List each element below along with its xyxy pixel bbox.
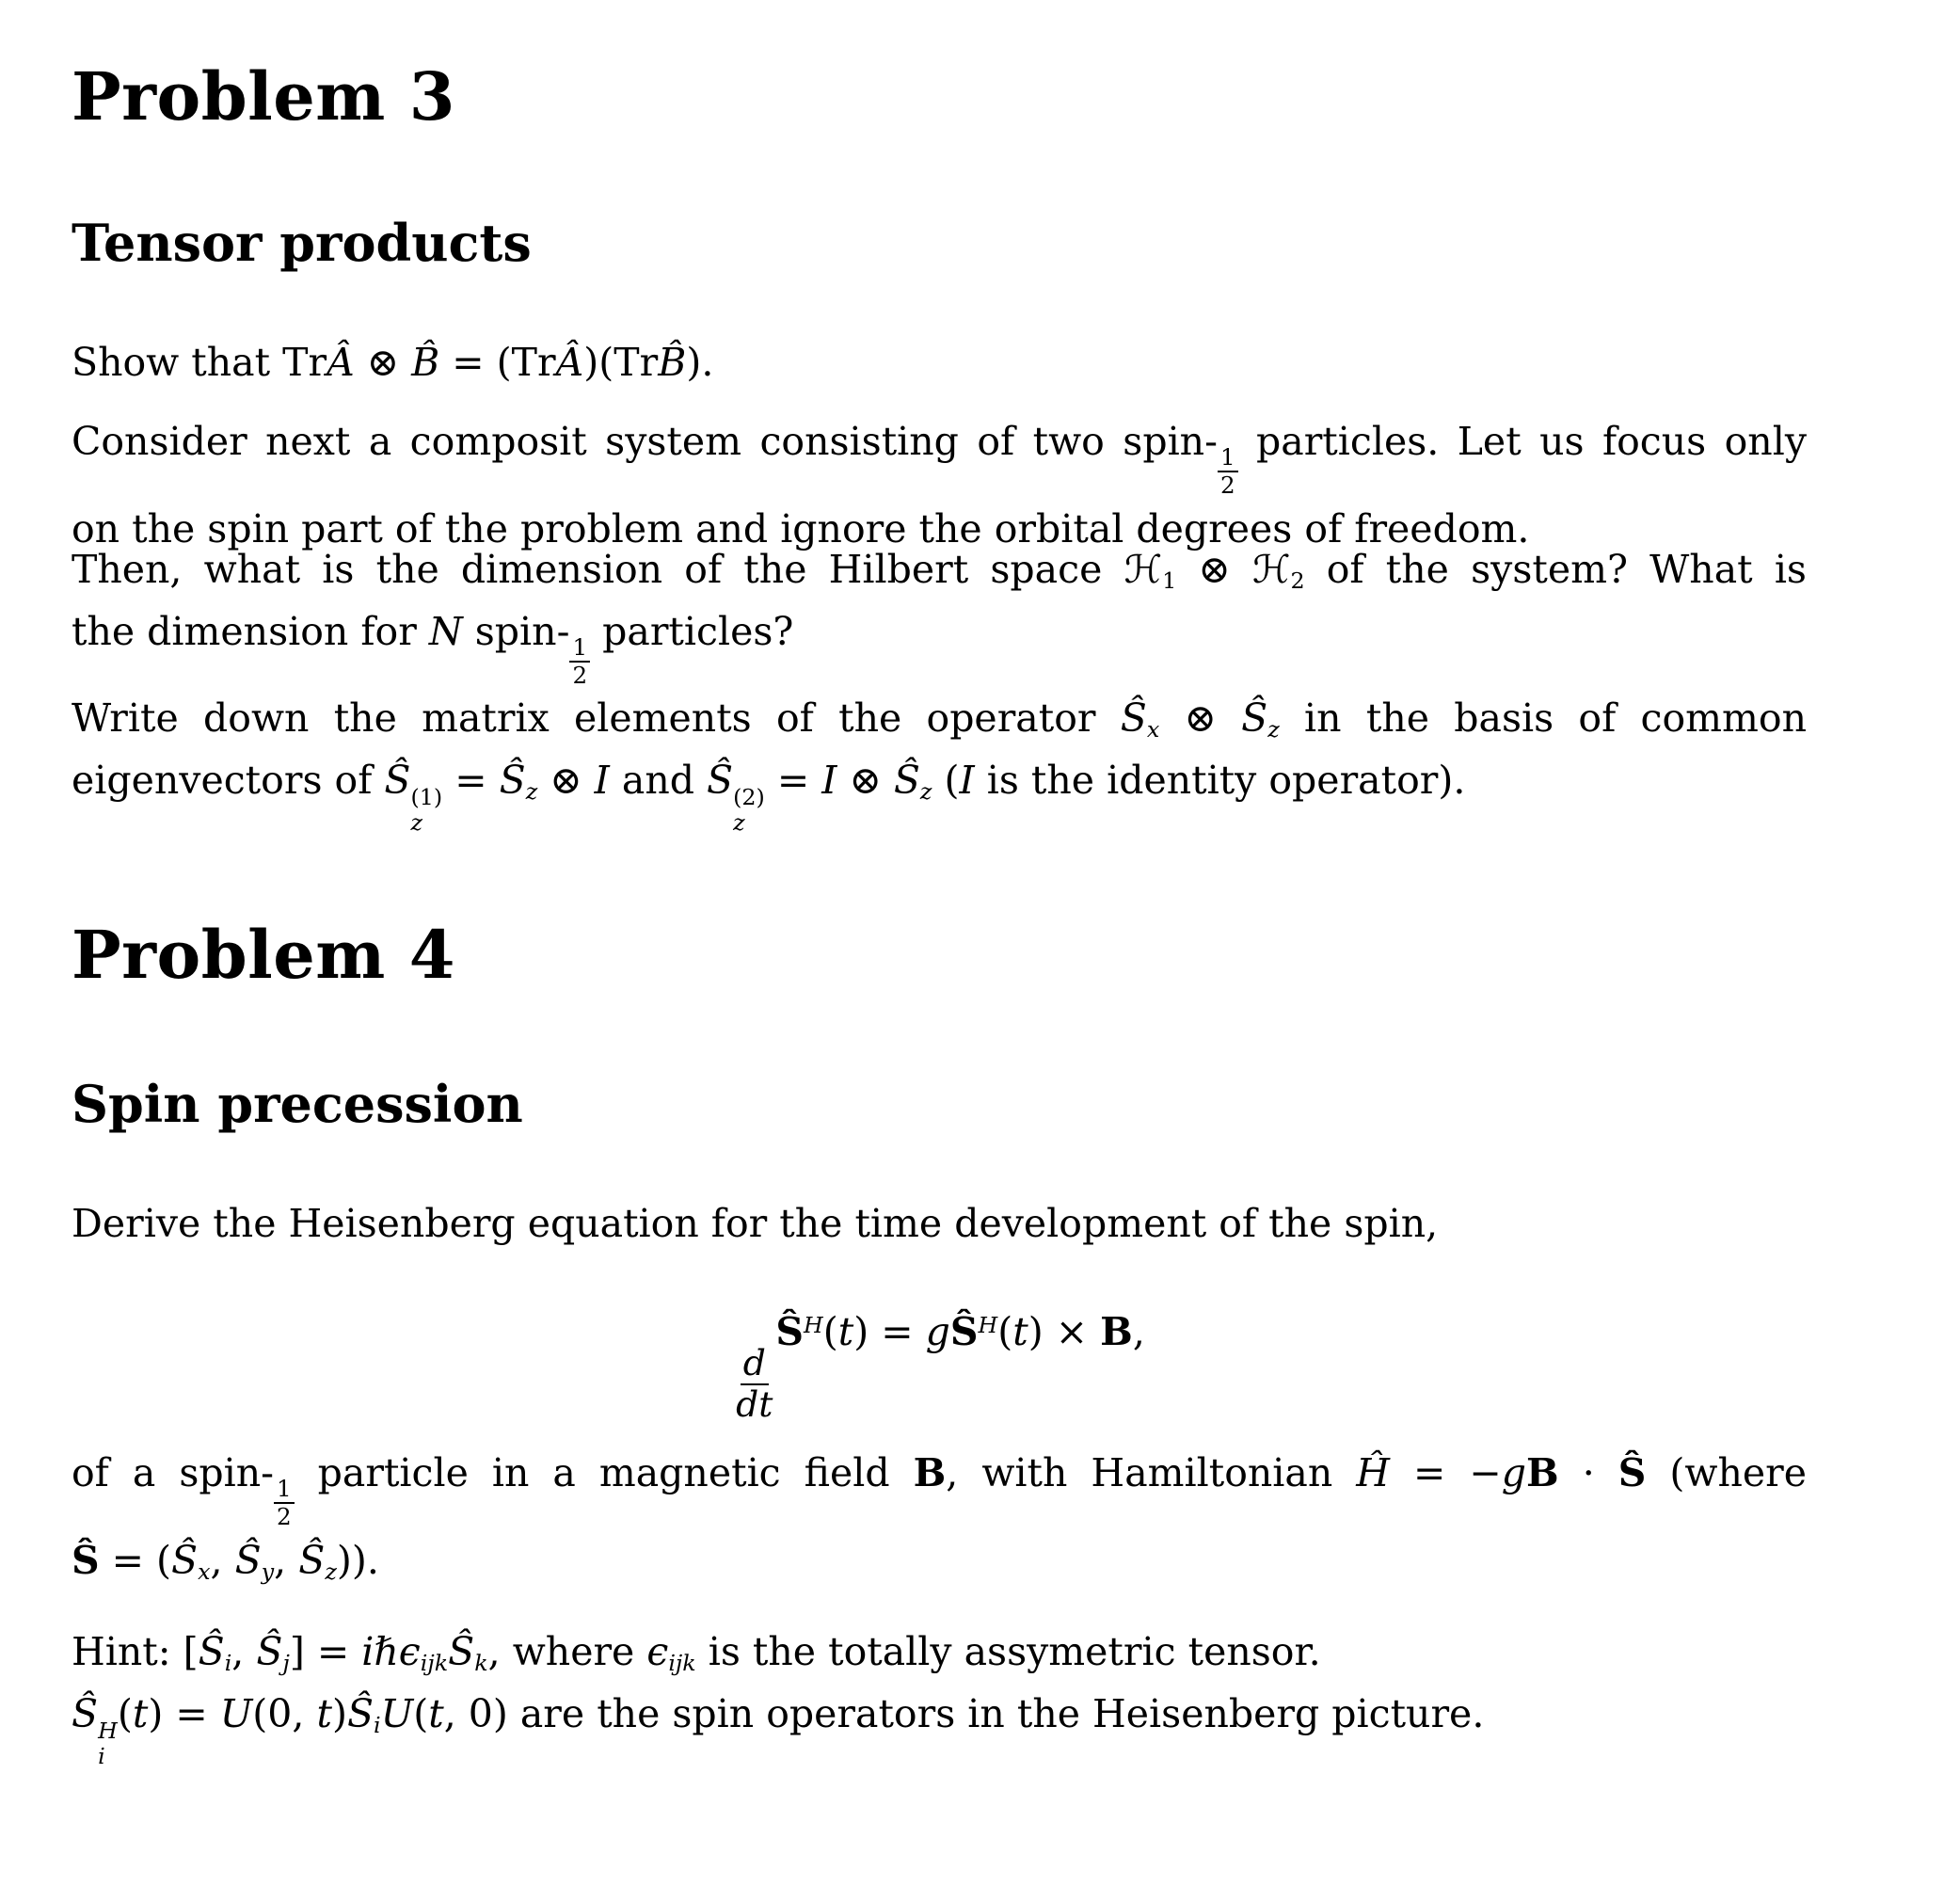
text-line: Derive the Heisenberg equation for the time development of the spin,	[72, 1201, 1439, 1246]
problem3-paragraph-matrix-elements	[72, 687, 1807, 836]
text-line: Consider next a composit system consisting of two spin- $\frac{1}{2}$ particles. Let us focus only	[72, 419, 1807, 499]
text-line: Hint: [$Ŝ_i$, $Ŝ_j$] = $i\hbar\epsilon_{ijk}Ŝ_k$, where $\epsilon_{ijk}$ is the totally assymetric tensor.	[72, 1629, 1321, 1676]
text-line: on the spin part of the problem and ignore the orbital degrees of freedom.	[72, 506, 1530, 552]
problem4-paragraph-hamiltonian	[72, 1442, 1807, 1591]
problem3-paragraph-hilbert-dimension	[72, 538, 1807, 688]
problem4-title: Problem 4	[72, 916, 455, 994]
text-line: Write down the matrix elements of the operator $Ŝ_x$ ⊗ $Ŝ_z$ in the basis of common	[72, 695, 1808, 743]
problem4-paragraph-derive	[72, 1192, 1807, 1255]
text-line: the dimension for N spin- $\frac{1}{2}$ particles?	[72, 609, 794, 689]
text-line: Then, what is the dimension of the Hilbert space ℋ$_1$ ⊗ ℋ$_2$ of the system? What is	[72, 547, 1807, 594]
text-line: Show that TrÂ ⊗ B̂ = (TrÂ)(TrB̂).	[72, 340, 714, 385]
text-line: Ŝ H i (t) = U(0, $t)Ŝ_iU(t$, 0) are the spin operators in the Heisenberg picture.	[72, 1691, 1485, 1769]
text-line: of a spin- $\frac{1}{2}$ particle in a magnetic field B, with Hamiltonian Ĥ = −gB · Ŝ (where	[72, 1450, 1807, 1530]
problem4-section-title: Spin precession	[72, 1074, 523, 1134]
text-line: Ŝ = ($Ŝ_x$, $Ŝ_y$, $Ŝ_z$)).	[72, 1538, 379, 1586]
problem3-section-title: Tensor products	[72, 213, 532, 273]
heisenberg-display-equation	[72, 1299, 1807, 1424]
problem4-hint-paragraph	[72, 1621, 1807, 1769]
problem3-paragraph-show-that	[72, 331, 1807, 393]
problem3-title: Problem 3	[72, 57, 455, 136]
equation-content: $\frac{d}{dt}$ $Ŝ^H(t)$ = $gŜ^H(t) \times B$,	[736, 1309, 1145, 1425]
text-line: eigenvectors of Ŝ (1) z = $Ŝ_z$ ⊗ I and Ŝ (2) z = I ⊗ $Ŝ_z$ (I is the identity operator).	[72, 758, 1466, 836]
